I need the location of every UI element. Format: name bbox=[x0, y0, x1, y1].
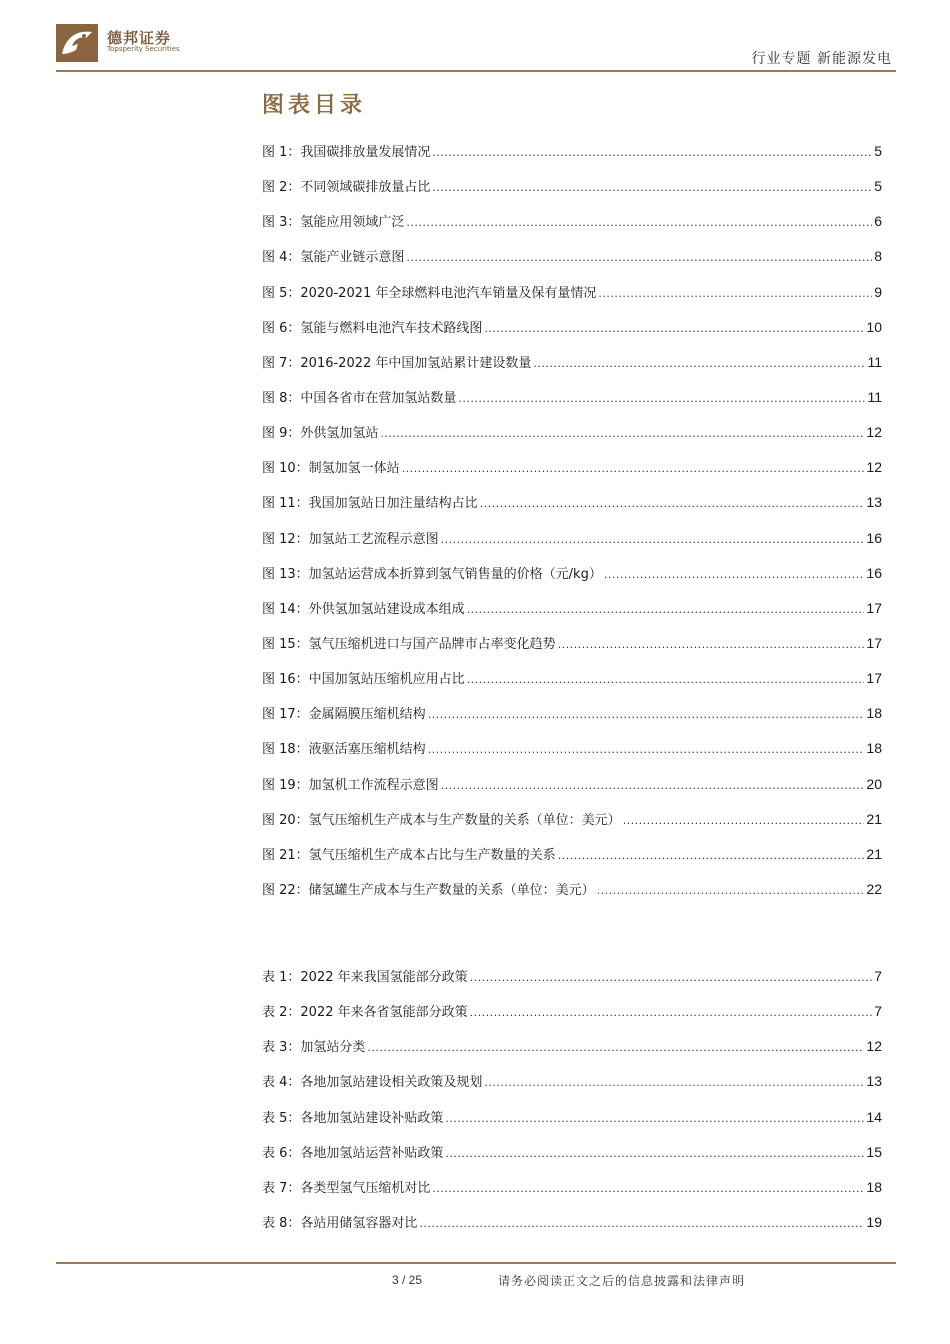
toc-entry-label: 图 17：金属隔膜压缩机结构 bbox=[262, 707, 426, 723]
toc-entry[interactable] bbox=[262, 994, 882, 1029]
toc-entry[interactable] bbox=[262, 1135, 882, 1170]
toc-entry-label: 图 2：不同领域碳排放量占比 bbox=[262, 180, 431, 196]
toc-entry[interactable] bbox=[262, 767, 882, 802]
toc-leader-dots bbox=[428, 697, 865, 732]
brand-name: 德邦证券 bbox=[107, 29, 172, 47]
toc-leader-dots bbox=[367, 1030, 864, 1065]
toc-leader-dots bbox=[598, 276, 872, 311]
disclaimer-note: 请务必阅读正文之后的信息披露和法律声明 bbox=[498, 1274, 746, 1288]
toc-entry-label: 图 16：中国加氢站压缩机应用占比 bbox=[262, 672, 465, 688]
toc-entry[interactable] bbox=[262, 626, 882, 661]
footer-divider bbox=[56, 1262, 896, 1264]
toc-leader-dots bbox=[458, 381, 865, 416]
toc-entry-page: 19 bbox=[866, 1213, 882, 1230]
toc-leader-dots bbox=[441, 522, 865, 557]
toc-entry-page: 12 bbox=[866, 424, 882, 441]
toc-entry-page: 21 bbox=[866, 810, 882, 827]
toc-entry[interactable] bbox=[262, 731, 882, 766]
toc-entry-page: 8 bbox=[874, 248, 882, 265]
toc-entry-label: 图 5：2020-2021 年全球燃料电池汽车销量及保有量情况 bbox=[262, 285, 597, 301]
toc-leader-dots bbox=[406, 205, 872, 240]
toc-leader-dots bbox=[467, 662, 865, 697]
toc-leader-dots bbox=[380, 416, 864, 451]
toc-entry[interactable] bbox=[262, 415, 882, 450]
toc-entry[interactable] bbox=[262, 169, 882, 204]
toc-entry-page: 12 bbox=[866, 459, 882, 476]
toc-entry-label: 表 6：各地加氢站运营补贴政策 bbox=[262, 1145, 444, 1161]
toc-leader-dots bbox=[558, 627, 865, 662]
toc-entry-page: 20 bbox=[866, 775, 882, 792]
toc-leader-dots bbox=[419, 1206, 864, 1241]
toc-entry[interactable] bbox=[262, 521, 882, 556]
toc-entry[interactable] bbox=[262, 239, 882, 274]
toc-entry[interactable] bbox=[262, 450, 882, 485]
toc-leader-dots bbox=[470, 960, 873, 995]
toc-leader-dots bbox=[441, 768, 865, 803]
toc-entry[interactable] bbox=[262, 1170, 882, 1205]
toc-leader-dots bbox=[432, 1171, 864, 1206]
report-category: 行业专题 新能源发电 bbox=[751, 51, 892, 67]
toc-entry[interactable] bbox=[262, 1205, 882, 1240]
toc-leader-dots bbox=[480, 486, 865, 521]
toc-leader-dots bbox=[484, 311, 864, 346]
toc-entry-label: 表 2：2022 年来各省氢能部分政策 bbox=[262, 1005, 468, 1021]
toc-entry-label: 图 22：储氢罐生产成本与生产数量的关系（单位：美元） bbox=[262, 882, 595, 898]
toc-entry-page: 5 bbox=[874, 178, 882, 195]
toc-entry[interactable] bbox=[262, 1100, 882, 1135]
toc-entry-page: 16 bbox=[866, 529, 882, 546]
toc-entry-page: 12 bbox=[866, 1038, 882, 1055]
toc-entry[interactable] bbox=[262, 661, 882, 696]
toc-entry-page: 13 bbox=[866, 1073, 882, 1090]
toc-leader-dots bbox=[533, 346, 865, 381]
toc-entry-label: 图 8：中国各省市在营加氢站数量 bbox=[262, 390, 457, 406]
toc-leader-dots bbox=[445, 1101, 864, 1136]
toc-entry[interactable] bbox=[262, 802, 882, 837]
toc-entry[interactable] bbox=[262, 837, 882, 872]
toc-entry-page: 18 bbox=[866, 740, 882, 757]
toc-leader-dots bbox=[604, 557, 865, 592]
toc-entry-page: 7 bbox=[874, 1003, 882, 1020]
toc-leader-dots bbox=[470, 995, 873, 1030]
toc-entry-label: 图 11：我国加氢站日加注量结构占比 bbox=[262, 496, 478, 512]
toc-entry-label: 表 3：加氢站分类 bbox=[262, 1040, 366, 1056]
toc-entry-page: 16 bbox=[866, 564, 882, 581]
toc-entry-page: 11 bbox=[867, 388, 882, 405]
toc-entry-label: 图 9：外供氢加氢站 bbox=[262, 426, 379, 442]
toc-entry-label: 表 5：各地加氢站建设补贴政策 bbox=[262, 1110, 444, 1126]
toc-entry-label: 图 7：2016-2022 年中国加氢站累计建设数量 bbox=[262, 355, 532, 371]
toc-entry-label: 表 8：各站用储氢容器对比 bbox=[262, 1215, 418, 1231]
toc-entry[interactable] bbox=[262, 275, 882, 310]
toc-entry-label: 图 15：氢气压缩机进口与国产品牌市占率变化趋势 bbox=[262, 636, 556, 652]
brand-subtitle: Topsperity Securities bbox=[107, 45, 180, 53]
toc-entry-label: 图 3：氢能应用领域广泛 bbox=[262, 215, 405, 231]
header-divider bbox=[56, 70, 896, 72]
toc-entry-page: 6 bbox=[874, 213, 882, 230]
toc-leader-dots bbox=[445, 1136, 864, 1171]
toc-title: 图表目录 bbox=[262, 92, 367, 118]
page-number: 3 / 25 bbox=[392, 1273, 423, 1287]
toc-leader-dots bbox=[432, 135, 872, 170]
toc-entry-label: 表 4：各地加氢站建设相关政策及规划 bbox=[262, 1075, 483, 1091]
toc-entry[interactable] bbox=[262, 696, 882, 731]
toc-leader-dots bbox=[484, 1065, 864, 1100]
toc-entry-page: 18 bbox=[866, 705, 882, 722]
toc-leader-dots bbox=[597, 873, 865, 908]
toc-entry-label: 图 1：我国碳排放量发展情况 bbox=[262, 145, 431, 160]
toc-entry-label: 图 4：氢能产业链示意图 bbox=[262, 250, 405, 266]
toc-entry-page: 22 bbox=[866, 880, 882, 897]
toc-entry-label: 图 13：加氢站运营成本折算到氢气销售量的价格（元/kg） bbox=[262, 566, 602, 582]
toc-entry[interactable] bbox=[262, 591, 882, 626]
toc-leader-dots bbox=[402, 451, 865, 486]
toc-entry[interactable] bbox=[262, 204, 882, 239]
toc-entry-label: 图 6：氢能与燃料电池汽车技术路线图 bbox=[262, 320, 483, 336]
toc-entry[interactable] bbox=[262, 959, 882, 994]
toc-entry-page: 11 bbox=[867, 353, 882, 370]
toc-entry-page: 10 bbox=[866, 318, 882, 335]
table-list bbox=[262, 959, 882, 1240]
page-header bbox=[0, 0, 950, 75]
toc-entry[interactable] bbox=[262, 380, 882, 415]
toc-entry-page: 14 bbox=[866, 1108, 882, 1125]
toc-entry-label: 图 20：氢气压缩机生产成本与生产数量的关系（单位：美元） bbox=[262, 812, 621, 828]
toc-entry-label: 表 7：各类型氢气压缩机对比 bbox=[262, 1180, 431, 1196]
toc-entry-page: 17 bbox=[866, 634, 882, 651]
toc-entry-page: 5 bbox=[874, 143, 882, 159]
toc-entry-label: 图 12：加氢站工艺流程示意图 bbox=[262, 531, 439, 547]
toc-entry-label: 图 18：液驱活塞压缩机结构 bbox=[262, 742, 426, 758]
toc-entry[interactable] bbox=[262, 1064, 882, 1099]
figure-list bbox=[262, 134, 882, 907]
toc-entry-page: 15 bbox=[866, 1143, 882, 1160]
toc-entry-page: 18 bbox=[866, 1178, 882, 1195]
company-logo bbox=[56, 24, 98, 62]
toc-leader-dots bbox=[467, 592, 865, 627]
toc-entry-page: 9 bbox=[874, 283, 882, 300]
toc-entry[interactable] bbox=[262, 134, 882, 169]
toc-entry[interactable] bbox=[262, 556, 882, 591]
toc-entry-page: 13 bbox=[866, 494, 882, 511]
toc-leader-dots bbox=[432, 170, 872, 205]
toc-entry[interactable] bbox=[262, 1029, 882, 1064]
toc-entry-label: 图 10：制氢加氢一体站 bbox=[262, 461, 400, 477]
toc-entry-label: 图 14：外供氢加氢站建设成本组成 bbox=[262, 601, 465, 617]
toc-entry-page: 17 bbox=[866, 670, 882, 687]
toc-entry-page: 21 bbox=[866, 845, 882, 862]
toc-entry-label: 表 1：2022 年来我国氢能部分政策 bbox=[262, 970, 468, 985]
toc-entry-label: 图 19：加氢机工作流程示意图 bbox=[262, 777, 439, 793]
toc-entry-label: 图 21：氢气压缩机生产成本占比与生产数量的关系 bbox=[262, 847, 556, 863]
toc-entry[interactable] bbox=[262, 872, 882, 907]
toc-leader-dots bbox=[558, 838, 865, 873]
toc-leader-dots bbox=[428, 732, 865, 767]
toc-entry[interactable] bbox=[262, 345, 882, 380]
toc-entry-page: 17 bbox=[866, 599, 882, 616]
toc-entry[interactable] bbox=[262, 310, 882, 345]
toc-entry[interactable] bbox=[262, 485, 882, 520]
toc-leader-dots bbox=[623, 803, 865, 838]
toc-leader-dots bbox=[406, 240, 872, 275]
toc-entry-page: 7 bbox=[874, 968, 882, 984]
